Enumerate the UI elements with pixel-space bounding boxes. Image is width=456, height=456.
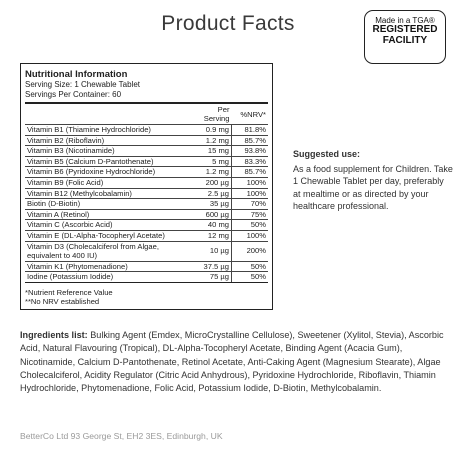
nutrition-heading: Nutritional Information — [25, 69, 128, 80]
table-row — [25, 272, 268, 283]
footnote-nrv: *Nutrient Reference Value — [25, 287, 113, 297]
nutrient-nrv: 85.7% — [232, 135, 269, 146]
table-row — [25, 261, 268, 272]
nutrient-amount: 1.2 mg — [196, 167, 232, 178]
nutrient-name: Vitamin B12 (Methylcobalamin) — [25, 188, 196, 199]
serving-size: Serving Size: 1 Chewable Tablet — [25, 80, 141, 89]
table-row — [25, 125, 268, 136]
nutrient-name: Vitamin B1 (Thiamine Hydrochloride) — [25, 125, 196, 136]
nutrient-amount: 600 µg — [196, 209, 232, 220]
nutrient-amount: 12 mg — [196, 230, 232, 241]
nutrient-name: Iodine (Potassium Iodide) — [25, 272, 196, 283]
nutrient-nrv: 50% — [232, 220, 269, 231]
nutrient-nrv: 50% — [232, 261, 269, 272]
nutrient-amount: 37.5 µg — [196, 261, 232, 272]
nutrient-name: Vitamin D3 (Cholecalciferol from Algae, equivalent to 400 IU) — [25, 241, 196, 261]
company-address: BetterCo Ltd 93 George St, EH2 3ES, Edinburgh, UK — [20, 431, 223, 441]
nutrient-name: Biotin (D-Biotin) — [25, 199, 196, 210]
table-row — [25, 220, 268, 231]
table-row — [25, 146, 268, 157]
table-row — [25, 167, 268, 178]
nutrient-name: Vitamin B6 (Pyridoxine Hydrochloride) — [25, 167, 196, 178]
nutrient-name: Vitamin B5 (Calcium D-Pantothenate) — [25, 156, 196, 167]
nutrient-name: Vitamin E (DL-Alpha-Tocopheryl Acetate) — [25, 230, 196, 241]
badge-line-3: FACILITY — [382, 34, 428, 46]
nutrient-name: Vitamin A (Retinol) — [25, 209, 196, 220]
nutrient-nrv: 100% — [232, 188, 269, 199]
nutrient-nrv: 100% — [232, 230, 269, 241]
suggested-use-heading: Suggested use: — [293, 149, 361, 159]
nutrient-name: Vitamin B2 (Riboflavin) — [25, 135, 196, 146]
nutrient-amount: 15 mg — [196, 146, 232, 157]
nutrient-name: Vitamin K1 (Phytomenadione) — [25, 261, 196, 272]
nutrient-nrv: 93.8% — [232, 146, 269, 157]
nutrient-amount: 75 µg — [196, 272, 232, 283]
nutrient-amount: 0.9 mg — [196, 125, 232, 136]
col-nrv-header: %NRV* — [240, 109, 266, 119]
col-per-serving-header: Per Serving — [203, 105, 230, 123]
nutrient-name: Vitamin B9 (Folic Acid) — [25, 177, 196, 188]
nutrient-amount: 35 µg — [196, 199, 232, 210]
col-name-header — [25, 104, 196, 125]
nutrient-amount: 1.2 mg — [196, 135, 232, 146]
nutrient-amount: 2.5 µg — [196, 188, 232, 199]
nutrient-amount: 5 mg — [196, 156, 232, 167]
ingredients-text: Bulking Agent (Emdex, MicroCrystalline Cellulose), Sweetener (Xylitol, Stevia), Ascorbic Acid, Natural Flavouring (Tropical), DL-Alpha-Tocopheryl Acetate, Binding Agent (Acacia Gum), Nicotinamide, Calcium D-Pantothenate, Retinol Acetate, Anti-Caking Agent (Magnesium Stearate), Algae Cholecalciferol, Acidity Regulator (Citric Acid Anhydrous), Pyridoxine Hydrochloride, Riboflavin, Thiamin Hydrochloride, Phytomenadione, Folic Acid, Potassium Iodide, D-Biotin, Methylcobalamin. — [20, 330, 444, 394]
table-row — [25, 135, 268, 146]
page-title: Product Facts — [161, 12, 295, 35]
table-row — [25, 188, 268, 199]
badge-line-2: REGISTERED — [372, 24, 438, 36]
ingredients-list — [20, 329, 444, 395]
suggested-use-text: As a food supplement for Children. Take 1 Chewable Tablet per day, preferably at mealtime or as directed by your healthcare professional. — [293, 163, 453, 211]
table-row — [25, 177, 268, 188]
nutrition-table — [25, 104, 268, 283]
nutrient-name: Vitamin C (Ascorbic Acid) — [25, 220, 196, 231]
nutrient-nrv: 200% — [232, 241, 269, 261]
nutrient-name: Vitamin B3 (Nicotinamide) — [25, 146, 196, 157]
nutrient-amount: 40 mg — [196, 220, 232, 231]
nutrient-amount: 200 µg — [196, 177, 232, 188]
nutrition-panel — [20, 63, 273, 310]
table-row — [25, 199, 268, 210]
nutrient-nrv: 83.3% — [232, 156, 269, 167]
table-row — [25, 230, 268, 241]
nutrient-nrv: 75% — [232, 209, 269, 220]
suggested-use — [293, 148, 453, 213]
table-row — [25, 156, 268, 167]
ingredients-heading: Ingredients list: — [20, 330, 88, 340]
nutrient-nrv: 70% — [232, 199, 269, 210]
badge-line-1: Made in a TGA® — [375, 16, 435, 25]
nutrient-nrv: 50% — [232, 272, 269, 283]
tga-badge — [364, 10, 446, 64]
table-row — [25, 241, 268, 261]
servings-per-container: Servings Per Container: 60 — [25, 89, 122, 99]
nutrient-nrv: 85.7% — [232, 167, 269, 178]
nutrient-nrv: 100% — [232, 177, 269, 188]
footnote-no-nrv: **No NRV established — [25, 297, 100, 307]
nutrient-amount: 10 µg — [196, 241, 232, 261]
table-row — [25, 209, 268, 220]
nutrient-nrv: 81.8% — [232, 125, 269, 136]
